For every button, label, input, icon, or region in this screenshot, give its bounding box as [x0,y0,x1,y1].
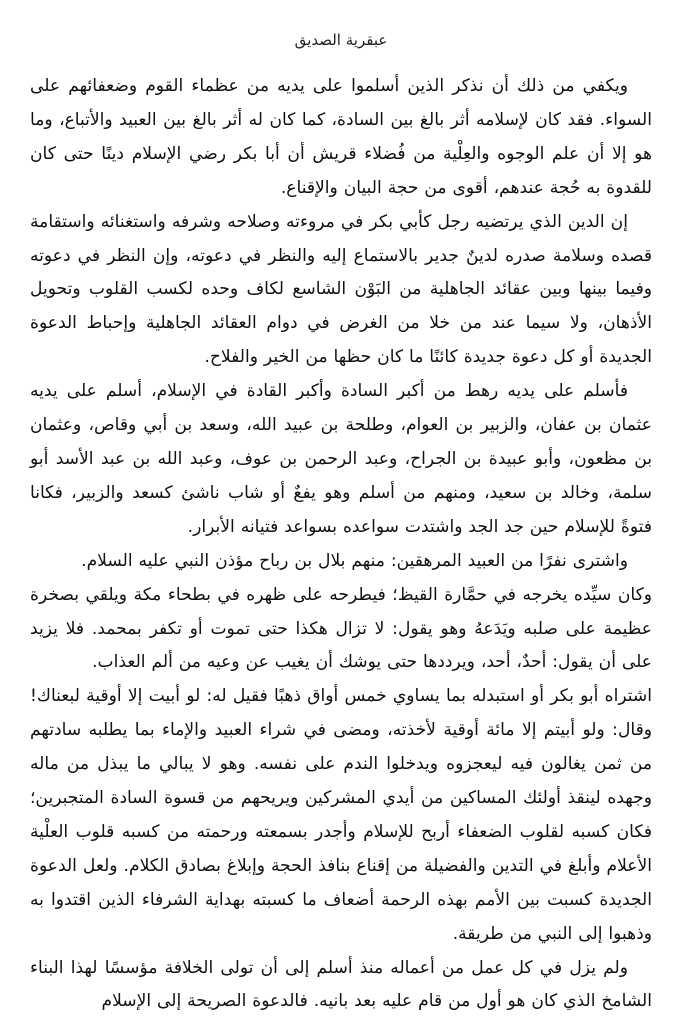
paragraph: واشترى نفرًا من العبيد المرهقين: منهم بلال بن رباح مؤذن النبي عليه السلام. [81,550,628,571]
running-header: عبقرية الصديق [294,31,388,49]
paragraph: ولم يزل في كل عمل من أعماله منذ أسلم إلى أن تولى الخلافة مؤسسًا لهذا البناء الشامخ الذي كان هو أول من قام عليه بعد بانيه. فالدعوة الصريحة إلى الإسلام [30,957,652,1012]
paragraph: اشتراه أبو بكر أو استبدله بما يساوي خمس أواق ذهبًا فقيل له: لو أبيت إلا أوقية لبعناك! وقال: ولو أبيتم إلا مائة أوقية لأخذته، ومضى في شراء العبيد والإماء بما يطلبه سادتهم من ثمن يغالون فيه ليعجزوه ويدخلوا الندم على نفسه. وهو لا يبالي ما يبذل من ماله وجهده لينقذ أولئك المساكين من أيدي المشركين ويريحهم من قسوة السادة المتجبرين؛ فكان كسبه لقلوب الضعفاء أربح للإسلام وأجدر بسمعته ورحمته من كسبه قلوب العلْية الأعلام وأبلغ في التدين والفضيلة من إقناع بنافذ الحجة وإبلاغ بصادق الكلام. ولعل الدعوة الجديدة كسبت بين الأمم بهذه الرحمة أضعاف ما كسبته بهداية الشرفاء الذين اقتدوا به وذهبوا إلى النبي من طريقة. [30,686,652,944]
paragraph: ويكفي من ذلك أن نذكر الذين أسلموا على يديه من عظماء القوم وضعفائهم على السواء. فقد كان لإسلامه أثر بالغ بين السادة، كما كان له أثر بالغ بين العبيد والأتباع، وما هو إلا أن علم الوجوه والعِلْية من فُضلاء قريش أن أبا بكر رضي الإسلام دينًا حتى كان للقدوة به حُجة عندهم، أقوى من حجة البيان والإقناع. [30,76,652,198]
body-text [30,70,652,1019]
paragraph: فأسلم على يديه رهط من أكبر السادة وأكبر القادة في الإسلام، أسلم على يديه عثمان بن عفان، والزبير بن العوام، وطلحة بن عبيد الله، وسعد بن أبي وقاص، وعثمان بن مظعون، وأبو عبيدة بن الجراح، وعبد الرحمن بن عوف، وعبد الله بن عبد الأسد أبو سلمة، وخالد بن سعيد، ومنهم من أسلم وهو يفعٌ أو شاب ناشئ كسعد والزبير، فكانا فتوةً للإسلام حين جد الجد واشتدت سواعده بسواعد فتيانه الأبرار. [30,381,652,537]
paragraph: وكان سيِّده يخرجه في حمَّارة القيظ؛ فيطرحه على ظهره في بطحاء مكة ويلقي بصخرة عظيمة على صلبه ويَدَعهُ وهو يقول: لا تزال هكذا حتى تموت أو تكفر بمحمد. فلا يزيد على أن يقول: أحدٌ، أحد، ويرددها حتى يوشك أن يغيب عن وعيه من ألم العذاب. [30,584,652,673]
paragraph: إن الدين الذي يرتضيه رجل كأبي بكر في مروءته وصلاحه وشرفه واستغنائه واستقامة قصده وسلامة صدره لدينٌ جدير بالاستماع إليه والنظر في دعوته، وإن النظر في دعوته وفيما بينها وبين عقائد الجاهلية من البَوْن الشاسع لكاف وحده لكسب القلوب وتحويل الأذهان، ولا سيما عند من خلا من الغرض في دوام العقائد الجاهلية وإحباط الدعوة الجديدة أو كل دعوة جديدة كائنًا ما كان حظها من الخير والفلاح. [30,211,652,368]
